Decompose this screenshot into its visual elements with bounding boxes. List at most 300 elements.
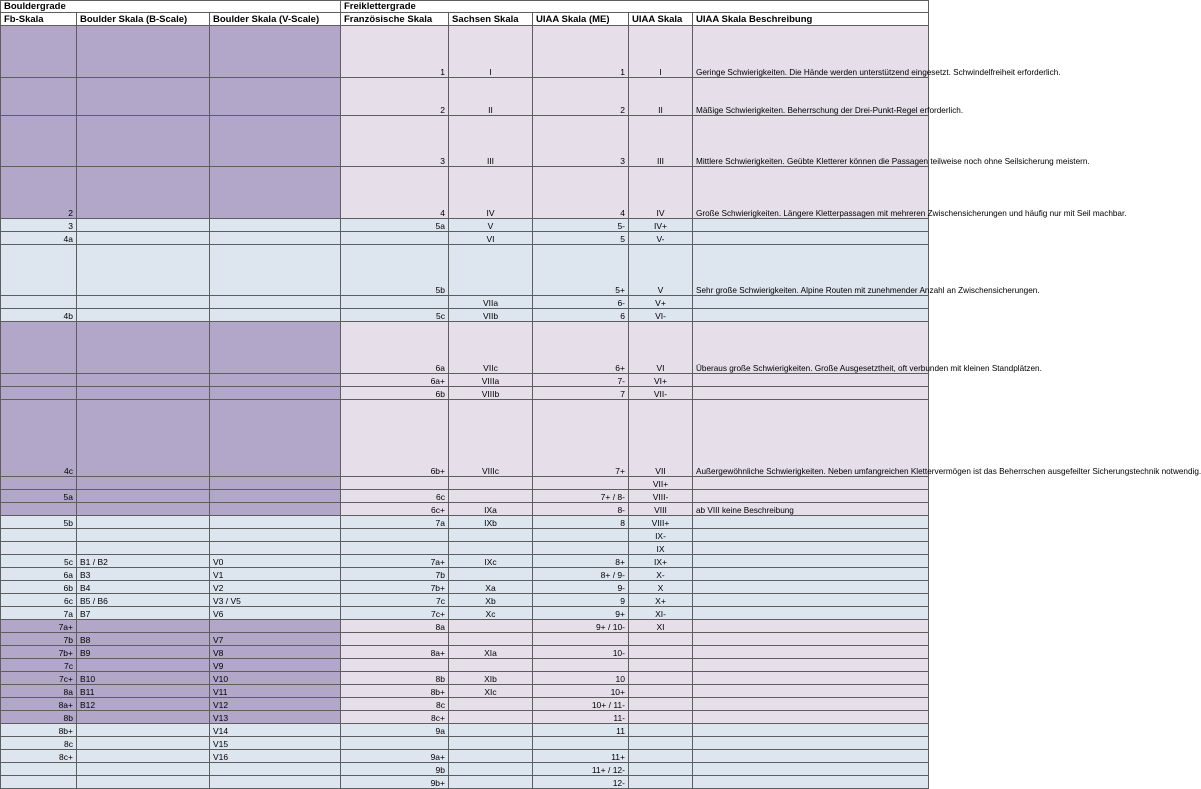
cell-uiaa: VI- xyxy=(629,309,693,322)
cell-uiaa-desc: Mäßige Schwierigkeiten. Beherrschung der Drei-Punkt-Regel erforderlich. xyxy=(693,78,929,116)
table-row xyxy=(1,529,929,542)
table-row xyxy=(1,724,929,737)
cell-v-scale xyxy=(210,529,341,542)
cell-french: 5c xyxy=(341,309,449,322)
cell-b-scale xyxy=(77,763,210,776)
cell-saxon: VI xyxy=(449,232,533,245)
cell-b-scale xyxy=(77,776,210,789)
group-header-row xyxy=(1,1,929,13)
cell-uiaa-desc xyxy=(693,219,929,232)
cell-saxon: I xyxy=(449,26,533,78)
cell-french: 7c+ xyxy=(341,607,449,620)
table-row xyxy=(1,490,929,503)
cell-v-scale: V6 xyxy=(210,607,341,620)
grade-body xyxy=(1,26,1201,789)
cell-b-scale xyxy=(77,724,210,737)
cell-uiaa xyxy=(629,698,693,711)
cell-b-scale: B3 xyxy=(77,568,210,581)
cell-fb xyxy=(1,374,77,387)
cell-uiaa-me: 10- xyxy=(533,646,629,659)
cell-b-scale xyxy=(77,620,210,633)
cell-uiaa-me: 10+ / 11- xyxy=(533,698,629,711)
cell-saxon: VIIb xyxy=(449,309,533,322)
cell-fb: 7b+ xyxy=(1,646,77,659)
cell-b-scale xyxy=(77,737,210,750)
table-row xyxy=(1,607,929,620)
cell-b-scale xyxy=(77,400,210,477)
cell-saxon xyxy=(449,542,533,555)
cell-uiaa: X- xyxy=(629,568,693,581)
cell-v-scale: V13 xyxy=(210,711,341,724)
col-header-uiaa-me: UIAA Skala (ME) xyxy=(533,13,629,26)
cell-uiaa-me xyxy=(533,659,629,672)
cell-french: 8c+ xyxy=(341,711,449,724)
cell-uiaa: V xyxy=(629,245,693,296)
cell-uiaa xyxy=(629,776,693,789)
cell-uiaa-me: 1 xyxy=(533,26,629,78)
cell-v-scale: V7 xyxy=(210,633,341,646)
cell-french: 2 xyxy=(341,78,449,116)
cell-uiaa xyxy=(629,646,693,659)
cell-french xyxy=(341,633,449,646)
col-header-b-scale: Boulder Skala (B-Scale) xyxy=(77,13,210,26)
cell-b-scale xyxy=(77,477,210,490)
cell-v-scale xyxy=(210,26,341,78)
cell-uiaa-me xyxy=(533,542,629,555)
cell-v-scale: V2 xyxy=(210,581,341,594)
cell-french xyxy=(341,477,449,490)
cell-fb: 8a+ xyxy=(1,698,77,711)
cell-v-scale: V1 xyxy=(210,568,341,581)
cell-french: 9a xyxy=(341,724,449,737)
cell-b-scale: B11 xyxy=(77,685,210,698)
cell-v-scale xyxy=(210,776,341,789)
cell-saxon xyxy=(449,633,533,646)
table-row xyxy=(1,542,929,555)
cell-uiaa-me: 9+ / 10- xyxy=(533,620,629,633)
cell-uiaa-desc xyxy=(693,737,929,750)
cell-fb xyxy=(1,387,77,400)
cell-uiaa-desc xyxy=(693,711,929,724)
cell-uiaa-desc xyxy=(693,232,929,245)
cell-saxon: VIIIc xyxy=(449,400,533,477)
cell-fb: 7b xyxy=(1,633,77,646)
table-row xyxy=(1,374,929,387)
cell-saxon: VIIIa xyxy=(449,374,533,387)
cell-uiaa-me xyxy=(533,529,629,542)
cell-uiaa-me: 9 xyxy=(533,594,629,607)
cell-french: 4 xyxy=(341,167,449,219)
cell-uiaa-me: 8+ xyxy=(533,555,629,568)
cell-b-scale: B5 / B6 xyxy=(77,594,210,607)
cell-uiaa-desc xyxy=(693,555,929,568)
cell-uiaa-desc xyxy=(693,724,929,737)
cell-uiaa: IX xyxy=(629,542,693,555)
cell-saxon: IXa xyxy=(449,503,533,516)
cell-french xyxy=(341,296,449,309)
cell-french: 6b+ xyxy=(341,400,449,477)
cell-french: 6a xyxy=(341,322,449,374)
cell-uiaa-desc xyxy=(693,633,929,646)
cell-v-scale xyxy=(210,232,341,245)
cell-uiaa-desc xyxy=(693,620,929,633)
table-row xyxy=(1,78,929,116)
cell-uiaa xyxy=(629,672,693,685)
cell-b-scale xyxy=(77,167,210,219)
cell-french: 8a+ xyxy=(341,646,449,659)
cell-uiaa-desc xyxy=(693,309,929,322)
cell-uiaa: VII xyxy=(629,400,693,477)
cell-fb: 7c+ xyxy=(1,672,77,685)
table-row xyxy=(1,516,929,529)
cell-uiaa: II xyxy=(629,78,693,116)
column-header-row xyxy=(1,13,929,26)
cell-fb: 7a xyxy=(1,607,77,620)
cell-uiaa-desc: Außergewöhnliche Schwierigkeiten. Neben umfangreichen Klettervermögen ist das Beherrschen ausgefeilter Sicherungstechnik notwendig. xyxy=(693,400,929,477)
cell-b-scale xyxy=(77,245,210,296)
table-row xyxy=(1,581,929,594)
cell-saxon xyxy=(449,620,533,633)
table-row xyxy=(1,503,929,516)
cell-saxon: VIIc xyxy=(449,322,533,374)
cell-uiaa-desc xyxy=(693,594,929,607)
cell-fb xyxy=(1,503,77,516)
cell-uiaa-desc xyxy=(693,581,929,594)
cell-fb: 6a xyxy=(1,568,77,581)
cell-v-scale: V14 xyxy=(210,724,341,737)
cell-b-scale xyxy=(77,374,210,387)
cell-b-scale xyxy=(77,116,210,167)
cell-uiaa-desc xyxy=(693,516,929,529)
cell-b-scale xyxy=(77,529,210,542)
cell-saxon xyxy=(449,659,533,672)
cell-b-scale: B7 xyxy=(77,607,210,620)
table-row xyxy=(1,477,929,490)
cell-uiaa-me: 11+ xyxy=(533,750,629,763)
cell-uiaa-desc xyxy=(693,672,929,685)
cell-uiaa-me: 8- xyxy=(533,503,629,516)
cell-b-scale xyxy=(77,711,210,724)
cell-b-scale xyxy=(77,503,210,516)
cell-saxon: Xb xyxy=(449,594,533,607)
table-row xyxy=(1,232,929,245)
cell-fb xyxy=(1,542,77,555)
table-row xyxy=(1,309,929,322)
cell-fb xyxy=(1,477,77,490)
cell-french: 1 xyxy=(341,26,449,78)
cell-uiaa-me: 10+ xyxy=(533,685,629,698)
cell-b-scale xyxy=(77,750,210,763)
cell-fb xyxy=(1,245,77,296)
cell-uiaa-me: 6- xyxy=(533,296,629,309)
cell-saxon xyxy=(449,568,533,581)
cell-french: 9b xyxy=(341,763,449,776)
cell-french: 6c xyxy=(341,490,449,503)
cell-uiaa-desc xyxy=(693,698,929,711)
cell-b-scale xyxy=(77,26,210,78)
cell-fb xyxy=(1,296,77,309)
cell-uiaa xyxy=(629,724,693,737)
cell-uiaa-desc: Geringe Schwierigkeiten. Die Hände werden unterstützend eingesetzt. Schwindelfreiheit erforderlich. xyxy=(693,26,929,78)
cell-uiaa: XI- xyxy=(629,607,693,620)
cell-b-scale xyxy=(77,516,210,529)
cell-uiaa: VIII- xyxy=(629,490,693,503)
cell-uiaa-me: 4 xyxy=(533,167,629,219)
cell-fb xyxy=(1,26,77,78)
table-row xyxy=(1,219,929,232)
cell-uiaa-desc xyxy=(693,659,929,672)
cell-french xyxy=(341,737,449,750)
cell-fb: 7c xyxy=(1,659,77,672)
cell-uiaa-desc xyxy=(693,685,929,698)
cell-uiaa-me: 7+ / 8- xyxy=(533,490,629,503)
cell-v-scale xyxy=(210,116,341,167)
cell-fb: 8b+ xyxy=(1,724,77,737)
cell-uiaa xyxy=(629,737,693,750)
cell-french xyxy=(341,529,449,542)
cell-fb: 8c+ xyxy=(1,750,77,763)
table-row xyxy=(1,737,929,750)
cell-french: 8c xyxy=(341,698,449,711)
cell-uiaa xyxy=(629,685,693,698)
cell-v-scale xyxy=(210,78,341,116)
cell-fb: 7a+ xyxy=(1,620,77,633)
cell-french: 8a xyxy=(341,620,449,633)
cell-uiaa xyxy=(629,633,693,646)
cell-uiaa xyxy=(629,659,693,672)
cell-saxon xyxy=(449,529,533,542)
cell-saxon: XIc xyxy=(449,685,533,698)
cell-saxon xyxy=(449,737,533,750)
cell-saxon: V xyxy=(449,219,533,232)
cell-uiaa: VI xyxy=(629,322,693,374)
cell-french: 8b xyxy=(341,672,449,685)
table-row xyxy=(1,116,929,167)
cell-saxon: Xa xyxy=(449,581,533,594)
cell-b-scale xyxy=(77,322,210,374)
table-row xyxy=(1,620,929,633)
cell-uiaa-desc xyxy=(693,296,929,309)
table-row xyxy=(1,685,929,698)
cell-uiaa-desc: Große Schwierigkeiten. Längere Kletterpassagen mit mehreren Zwischensicherungen und häufig nur mit Seil machbar. xyxy=(693,167,929,219)
cell-uiaa-desc xyxy=(693,529,929,542)
cell-v-scale xyxy=(210,503,341,516)
cell-french xyxy=(341,232,449,245)
cell-v-scale xyxy=(210,400,341,477)
cell-uiaa: X+ xyxy=(629,594,693,607)
cell-fb: 5c xyxy=(1,555,77,568)
table-row xyxy=(1,776,929,789)
cell-uiaa: I xyxy=(629,26,693,78)
cell-uiaa-me xyxy=(533,633,629,646)
cell-saxon xyxy=(449,763,533,776)
cell-saxon: Xc xyxy=(449,607,533,620)
cell-uiaa-me: 12- xyxy=(533,776,629,789)
cell-uiaa-desc xyxy=(693,607,929,620)
cell-fb: 4b xyxy=(1,309,77,322)
cell-b-scale xyxy=(77,659,210,672)
cell-b-scale: B4 xyxy=(77,581,210,594)
cell-uiaa: VI+ xyxy=(629,374,693,387)
cell-uiaa-desc: Überaus große Schwierigkeiten. Große Ausgesetztheit, oft verbunden mit kleinen Standplätzen. xyxy=(693,322,929,374)
cell-uiaa-me: 8 xyxy=(533,516,629,529)
cell-french: 9a+ xyxy=(341,750,449,763)
cell-uiaa-desc xyxy=(693,387,929,400)
cell-uiaa-me: 6 xyxy=(533,309,629,322)
cell-french: 7b xyxy=(341,568,449,581)
cell-saxon: XIb xyxy=(449,672,533,685)
cell-french xyxy=(341,542,449,555)
table-row xyxy=(1,711,929,724)
cell-uiaa: VII+ xyxy=(629,477,693,490)
table-row xyxy=(1,659,929,672)
cell-v-scale xyxy=(210,296,341,309)
cell-french: 9b+ xyxy=(341,776,449,789)
cell-french: 7a+ xyxy=(341,555,449,568)
cell-fb: 4c xyxy=(1,400,77,477)
table-row xyxy=(1,26,929,78)
cell-fb: 6b xyxy=(1,581,77,594)
cell-b-scale: B9 xyxy=(77,646,210,659)
cell-french: 5a xyxy=(341,219,449,232)
cell-saxon: XIa xyxy=(449,646,533,659)
cell-fb: 8c xyxy=(1,737,77,750)
cell-saxon: II xyxy=(449,78,533,116)
cell-b-scale: B1 / B2 xyxy=(77,555,210,568)
cell-uiaa-desc xyxy=(693,490,929,503)
cell-uiaa-me: 9+ xyxy=(533,607,629,620)
cell-fb: 5b xyxy=(1,516,77,529)
cell-french: 7c xyxy=(341,594,449,607)
cell-b-scale xyxy=(77,309,210,322)
cell-french: 7a xyxy=(341,516,449,529)
cell-fb: 5a xyxy=(1,490,77,503)
cell-v-scale xyxy=(210,322,341,374)
cell-b-scale xyxy=(77,296,210,309)
table-row xyxy=(1,568,929,581)
table-row xyxy=(1,646,929,659)
cell-fb xyxy=(1,78,77,116)
table-row xyxy=(1,594,929,607)
cell-uiaa-me: 6+ xyxy=(533,322,629,374)
cell-b-scale: B12 xyxy=(77,698,210,711)
cell-french xyxy=(341,659,449,672)
cell-saxon xyxy=(449,776,533,789)
cell-uiaa xyxy=(629,763,693,776)
cell-v-scale xyxy=(210,542,341,555)
table-row xyxy=(1,387,929,400)
table-row xyxy=(1,633,929,646)
cell-v-scale xyxy=(210,374,341,387)
cell-uiaa-me: 7- xyxy=(533,374,629,387)
cell-v-scale: V3 / V5 xyxy=(210,594,341,607)
cell-uiaa: VII- xyxy=(629,387,693,400)
cell-uiaa-desc: Mittlere Schwierigkeiten. Geübte Kletterer können die Passagen teilweise noch ohne Seilsicherung meistern. xyxy=(693,116,929,167)
cell-v-scale: V16 xyxy=(210,750,341,763)
cell-uiaa: VIII+ xyxy=(629,516,693,529)
table-row xyxy=(1,400,929,477)
cell-b-scale xyxy=(77,490,210,503)
cell-v-scale xyxy=(210,219,341,232)
table-row xyxy=(1,322,929,374)
cell-v-scale: V0 xyxy=(210,555,341,568)
cell-uiaa-me: 7+ xyxy=(533,400,629,477)
cell-b-scale: B8 xyxy=(77,633,210,646)
cell-french: 6a+ xyxy=(341,374,449,387)
cell-b-scale: B10 xyxy=(77,672,210,685)
cell-uiaa-me: 8+ / 9- xyxy=(533,568,629,581)
cell-b-scale xyxy=(77,219,210,232)
cell-uiaa-desc xyxy=(693,763,929,776)
cell-fb: 4a xyxy=(1,232,77,245)
cell-v-scale xyxy=(210,763,341,776)
cell-saxon: VIIa xyxy=(449,296,533,309)
cell-uiaa: IX- xyxy=(629,529,693,542)
cell-b-scale xyxy=(77,387,210,400)
cell-french: 5b xyxy=(341,245,449,296)
table-row xyxy=(1,167,929,219)
cell-v-scale xyxy=(210,309,341,322)
cell-uiaa: VIII xyxy=(629,503,693,516)
cell-saxon: IV xyxy=(449,167,533,219)
cell-v-scale xyxy=(210,387,341,400)
cell-uiaa-desc: Sehr große Schwierigkeiten. Alpine Routen mit zunehmender Anzahl an Zwischensicherungen. xyxy=(693,245,929,296)
table-row xyxy=(1,555,929,568)
cell-uiaa-desc xyxy=(693,568,929,581)
cell-v-scale xyxy=(210,245,341,296)
group-free: Freiklettergrade xyxy=(341,1,929,13)
cell-saxon xyxy=(449,724,533,737)
cell-uiaa xyxy=(629,750,693,763)
col-header-uiaa: UIAA Skala xyxy=(629,13,693,26)
cell-french: 3 xyxy=(341,116,449,167)
cell-fb xyxy=(1,529,77,542)
cell-b-scale xyxy=(77,232,210,245)
cell-uiaa: X xyxy=(629,581,693,594)
cell-uiaa xyxy=(629,711,693,724)
cell-uiaa-me: 2 xyxy=(533,78,629,116)
cell-uiaa: III xyxy=(629,116,693,167)
cell-fb xyxy=(1,116,77,167)
cell-uiaa: V+ xyxy=(629,296,693,309)
cell-v-scale: V8 xyxy=(210,646,341,659)
table-row xyxy=(1,672,929,685)
cell-uiaa: IV+ xyxy=(629,219,693,232)
cell-saxon: IXb xyxy=(449,516,533,529)
table-row xyxy=(1,750,929,763)
cell-uiaa-me: 11- xyxy=(533,711,629,724)
cell-fb xyxy=(1,776,77,789)
col-header-french: Französische Skala xyxy=(341,13,449,26)
cell-b-scale xyxy=(77,542,210,555)
cell-uiaa-me: 5+ xyxy=(533,245,629,296)
table-row xyxy=(1,296,929,309)
cell-v-scale: V10 xyxy=(210,672,341,685)
table-row xyxy=(1,698,929,711)
col-header-uiaa-desc: UIAA Skala Beschreibung xyxy=(693,13,929,26)
cell-fb: 8b xyxy=(1,711,77,724)
cell-saxon xyxy=(449,477,533,490)
cell-french: 8b+ xyxy=(341,685,449,698)
cell-saxon xyxy=(449,750,533,763)
cell-uiaa-desc xyxy=(693,542,929,555)
cell-saxon: III xyxy=(449,116,533,167)
cell-fb xyxy=(1,322,77,374)
cell-v-scale xyxy=(210,490,341,503)
cell-uiaa-me: 5 xyxy=(533,232,629,245)
cell-v-scale xyxy=(210,516,341,529)
cell-v-scale: V11 xyxy=(210,685,341,698)
